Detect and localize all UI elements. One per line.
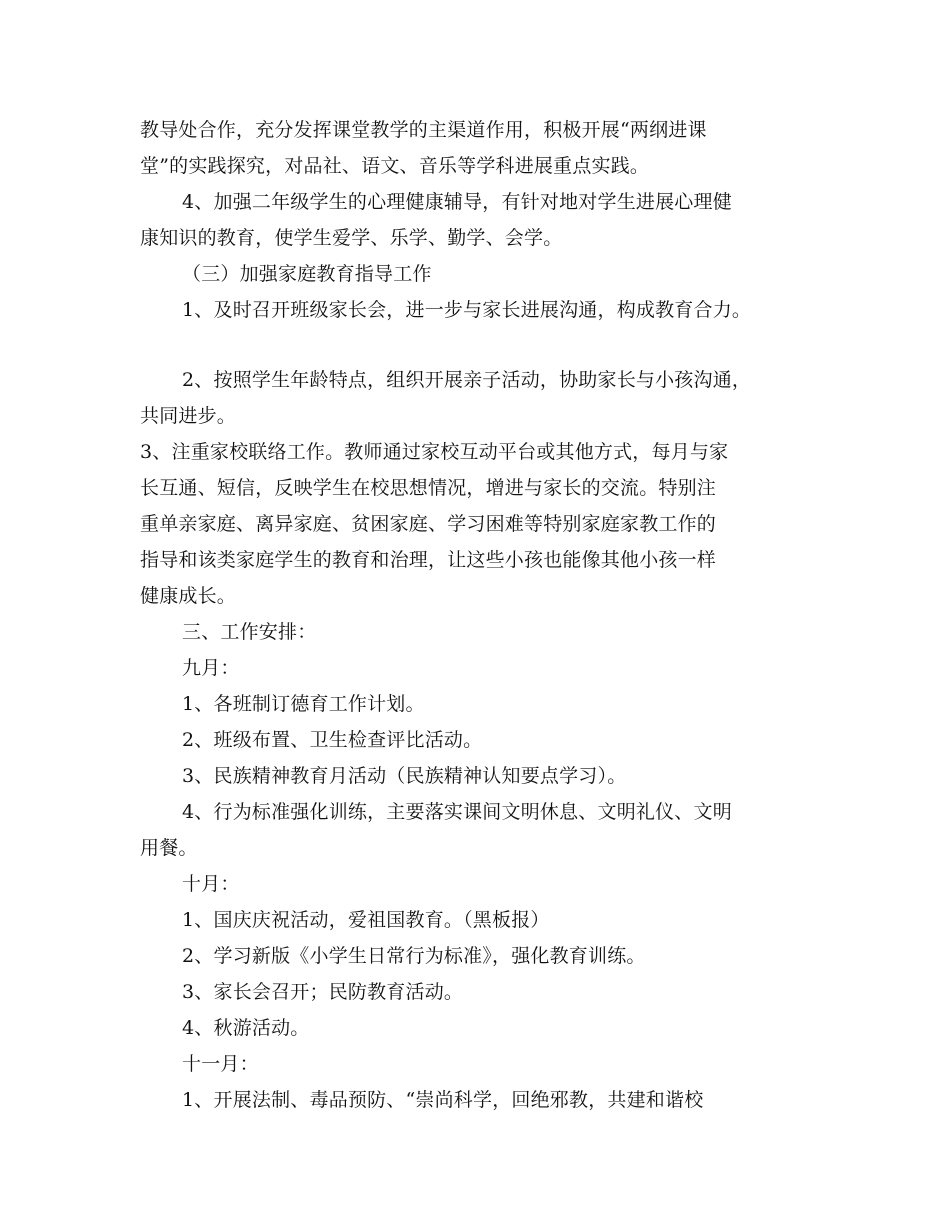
- text-line: 3、注重家校联络工作。教师通过家校互动平台或其他方式，每月与家: [140, 441, 729, 463]
- text-line: 1、及时召开班级家长会，进一步与家长进展沟通，构成教育合力。: [182, 299, 752, 321]
- list-item: 1、国庆庆祝活动，爱祖国教育。（黑板报）: [182, 909, 550, 931]
- text-line: 指导和该类家庭学生的教育和治理，让这些小孩也能像其他小孩一样: [140, 549, 717, 571]
- month-heading: 九月：: [182, 657, 240, 679]
- list-item: 2、班级布置、卫生检查评比活动。: [182, 729, 483, 751]
- list-item: 1、各班制订德育工作计划。: [182, 693, 425, 715]
- text-line: 4、加强二年级学生的心理健康辅导，有针对地对学生进展心理健: [182, 191, 732, 213]
- text-line: 共同进步。: [140, 405, 237, 427]
- list-item: 1、开展法制、毒品预防、“崇尚科学，回绝邪教，共建和谐校: [182, 1089, 704, 1111]
- list-item: 3、家长会召开；民防教育活动。: [182, 981, 464, 1003]
- list-item: 2、学习新版《小学生日常行为标准》，强化教育训练。: [182, 945, 646, 967]
- text-line: 长互通、短信，反映学生在校思想情况，增进与家长的交流。特别注: [140, 477, 717, 499]
- text-line: 教导处合作，充分发挥课堂教学的主渠道作用，积极开展“两纲进课: [140, 119, 707, 141]
- text-line: 康知识的教育，使学生爱学、乐学、勤学、会学。: [140, 227, 563, 249]
- text-line: 健康成长。: [140, 585, 237, 607]
- section-heading: 三、工作安排：: [182, 621, 317, 643]
- section-heading: （三）加强家庭教育指导工作: [182, 263, 432, 285]
- text-line: 2、按照学生年龄特点，组织开展亲子活动，协助家长与小孩沟通，: [182, 369, 752, 391]
- list-item: 4、行为标准强化训练，主要落实课间文明休息、文明礼仪、文明: [182, 801, 732, 823]
- list-item: 4、秋游活动。: [182, 1017, 310, 1039]
- list-item: 3、民族精神教育月活动（民族精神认知要点学习）。: [182, 765, 627, 787]
- text-line: 重单亲家庭、离异家庭、贫困家庭、学习困难等特别家庭家教工作的: [140, 513, 717, 535]
- month-heading: 十一月：: [182, 1053, 259, 1075]
- month-heading: 十月：: [182, 873, 240, 895]
- text-line: 堂”的实践探究，对品社、语文、音乐等学科进展重点实践。: [140, 155, 650, 177]
- list-item: 用餐。: [140, 837, 198, 859]
